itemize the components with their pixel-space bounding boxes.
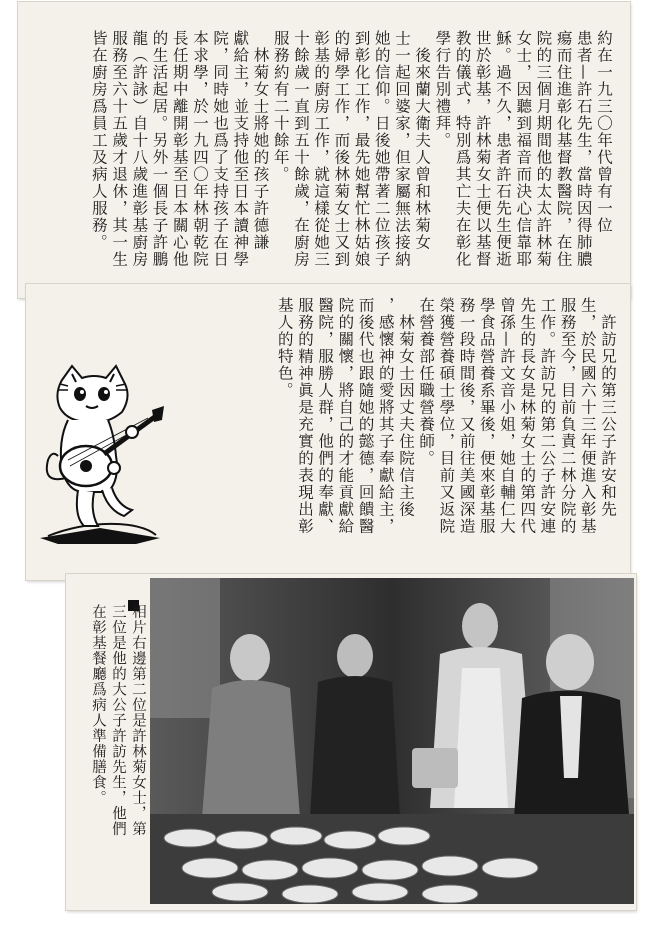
article-column: 女士，因聽到福音而決心信靠耶	[514, 30, 533, 268]
article-column: 教的儀式，特別爲其亡夫在彰化	[453, 30, 472, 268]
article-top-text	[34, 30, 614, 280]
article-column: 學食品營養系畢後，便來彰基服	[477, 297, 496, 535]
article-column: 的婦學工作，而後林菊女士又到	[332, 30, 351, 268]
article-column: 獻給主，並支持他至日本讀神學	[231, 30, 250, 268]
article-column: 院的關懷，將自己的才能貢獻給	[336, 297, 355, 535]
article-column: 曾孫—許文音小姐，她自輔仁大	[497, 297, 516, 535]
article-column: 患者—許石先生，當時因得肺膿	[574, 30, 593, 268]
article-column: 到彰化工作，最先她幫忙林姑娘	[352, 30, 371, 268]
article-column: 十餘歲一直到五十餘歲，在廚房	[291, 30, 310, 268]
caption-column: 相片右邊第二位是許林菊女士，第	[130, 604, 146, 837]
article-column: 服務的精神眞是充實的表現出彰	[295, 297, 314, 535]
article-column: 務一段時間後，又前往美國深造	[457, 297, 476, 535]
article-column: 工作。許訪兄的第二公子許安連	[538, 297, 557, 535]
photo-caption	[76, 604, 148, 888]
caption-column: 在彰基餐廳爲病人準備膳食。	[90, 604, 106, 806]
article-column: 長任期中離開彰基至日本關心他	[170, 30, 189, 268]
article-column: 服務至今，目前負責二林分院的	[558, 297, 577, 535]
article-column: 林菊女士將她的孩子許德謙	[251, 30, 270, 251]
article-column: 瘍而住進彰化基督教醫院，在住	[554, 30, 573, 268]
article-column: 皆在廚房爲員工及病人服務。	[89, 30, 108, 251]
cat-guitar-illustration	[28, 360, 178, 550]
article-middle-text	[232, 297, 618, 567]
article-column: 林菊女士因丈夫住院信主後	[396, 297, 415, 518]
article-column: 穌。過不久，患者許石先生便逝	[493, 30, 512, 268]
article-column: 世於彰基，許林菊女士便以基督	[473, 30, 492, 268]
article-column: ，感懷神的愛將其子奉獻給主，	[376, 297, 395, 535]
article-column: 服務至六十五歲才退休，其一生	[110, 30, 129, 268]
article-column: 約在一九三〇年代曾有一位	[595, 30, 613, 234]
article-column: 院，同時她也爲了支持孩子在日	[211, 30, 230, 268]
caption-column: 三位是他的大公子許訪先生，他們	[110, 604, 126, 837]
article-column: 而後代也跟隨她的懿德，回饋醫	[356, 297, 375, 535]
article-column: 龍（許詠）自十八歲進彰基廚房	[130, 30, 149, 268]
article-column: 服務約有二十餘年。	[271, 30, 290, 183]
article-column: 生，於民國六十三年便進入彰基	[578, 297, 597, 535]
article-column: 學行告別禮拜。	[433, 30, 452, 149]
article-column: 後來蘭大衛夫人曾和林菊女	[413, 30, 432, 251]
article-column: 醫院，服勝人群，他們的奉獻、	[316, 297, 335, 535]
article-column: 院的三個月期間他的太太許林菊	[534, 30, 553, 268]
article-column: 在營養部任職營養師。	[417, 297, 436, 467]
article-column: 基人的特色。	[275, 297, 294, 399]
article-column: 本求學，於一九四〇年林朝乾院	[190, 30, 209, 268]
article-column: 榮獲營養碩士學位，目前又返院	[437, 297, 456, 535]
article-column: 的生活起居。另外一個長子許鵬	[150, 30, 169, 268]
article-column: 士一起回婆家，但家屬無法接納	[392, 30, 411, 268]
historical-kitchen-photo	[150, 578, 634, 904]
article-column: 許訪兄的第三公子許安和先	[599, 297, 617, 518]
article-column: 彰基的廚房工作，就這樣從她三	[312, 30, 331, 268]
article-column: 先生的長女是林菊女士的第四代	[518, 297, 537, 535]
article-column: 她的信仰。日後她帶著二位孩子	[372, 30, 391, 268]
